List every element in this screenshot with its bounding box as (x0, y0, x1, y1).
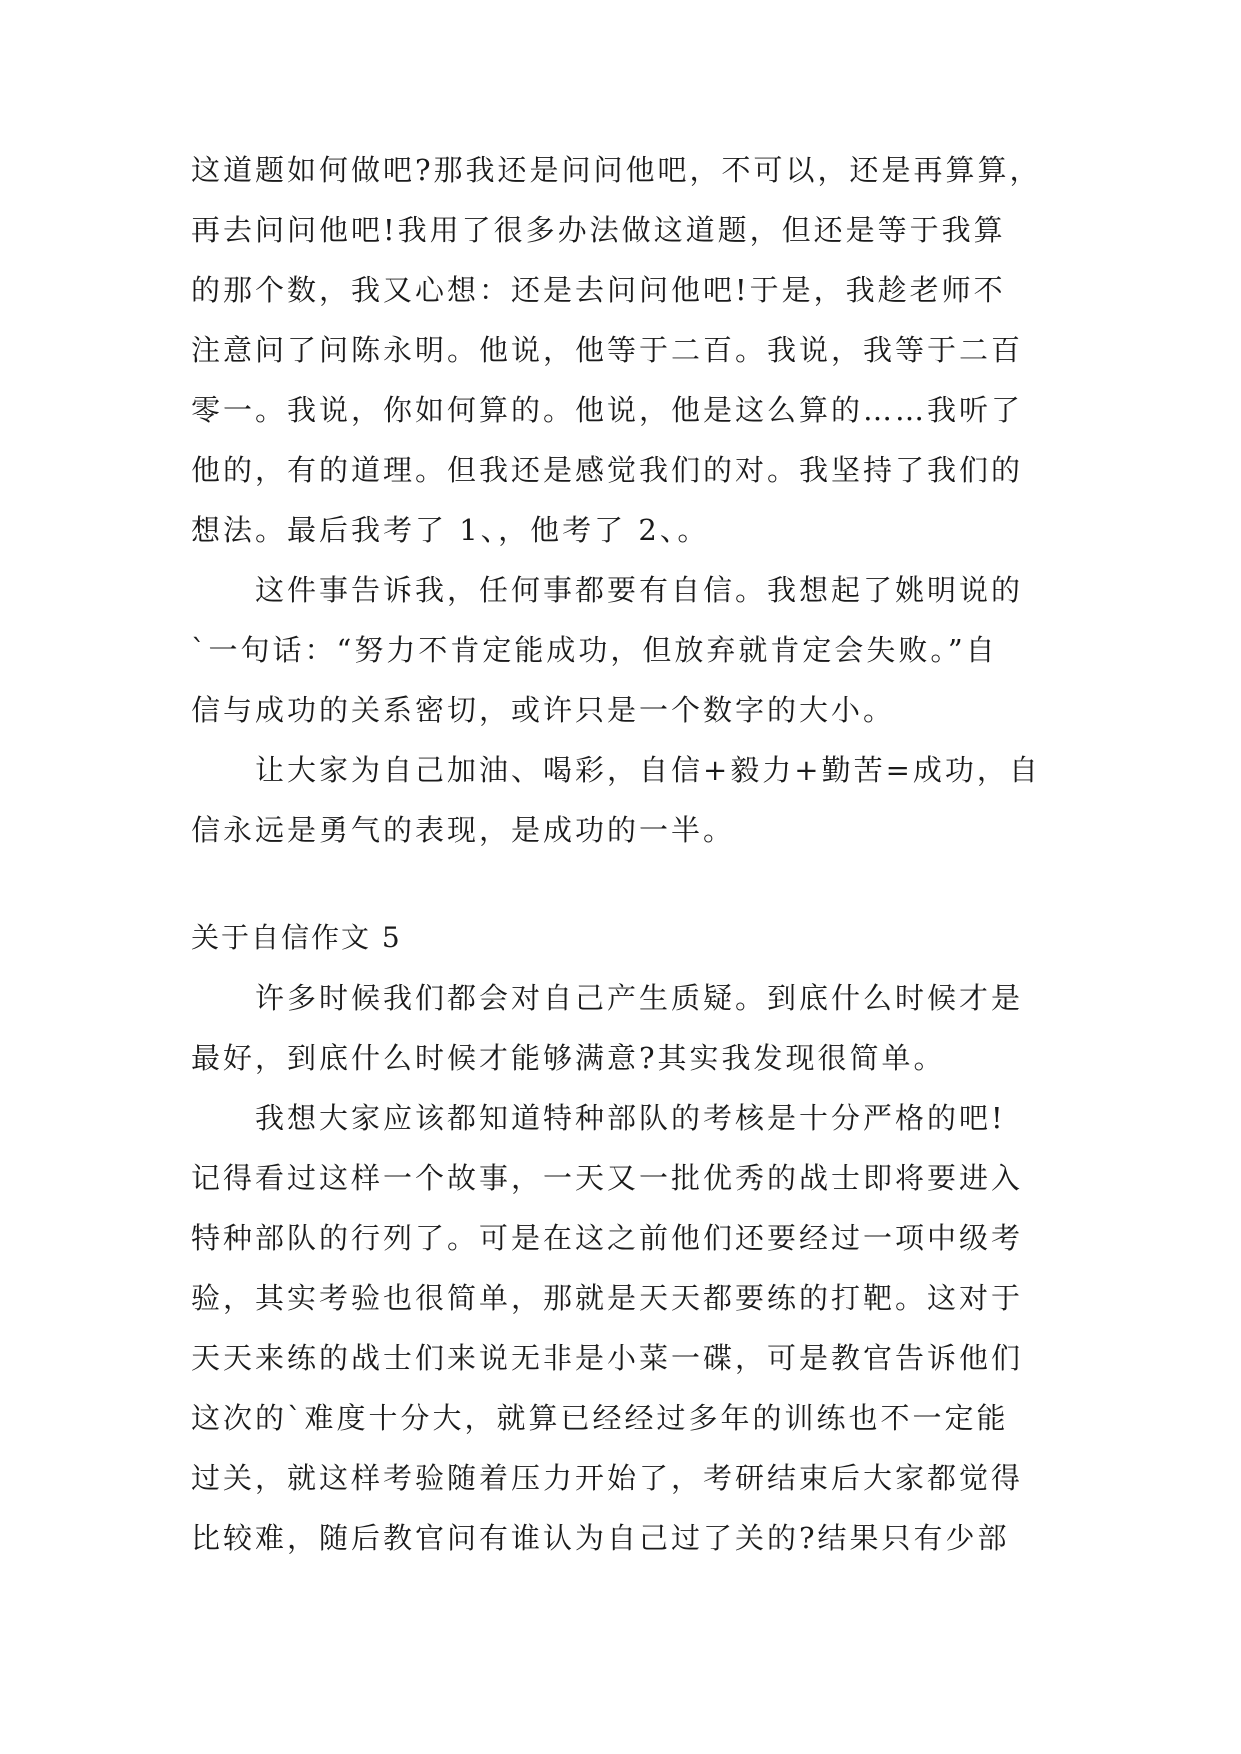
text-line: 许多时候我们都会对自己产生质疑。到底什么时候才是 (191, 981, 1024, 1015)
text-line: 想法。最后我考了 1、，他考了 2、。 (191, 513, 710, 547)
text-line: 最好，到底什么时候才能够满意?其实我发现很简单。 (191, 1041, 946, 1075)
paragraph-block-top (191, 140, 1051, 860)
text-line: 注意问了问陈永明。他说，他等于二百。我说，我等于二百 (191, 333, 1024, 367)
text-line: 特种部队的行列了。可是在这之前他们还要经过一项中级考 (191, 1221, 1024, 1255)
text-line: 验，其实考验也很简单，那就是天天都要练的打靶。这对于 (191, 1281, 1024, 1315)
paragraph-block-bottom (191, 968, 1051, 1568)
text-line: 这道题如何做吧?那我还是问问他吧，不可以，还是再算算， (191, 153, 1042, 187)
text-line: 过关，就这样考验随着压力开始了，考研结束后大家都觉得 (191, 1461, 1024, 1495)
text-line: 这次的`难度十分大，就算已经经过多年的训练也不一定能 (191, 1401, 1009, 1435)
text-line: 信与成功的关系密切，或许只是一个数字的大小。 (191, 693, 896, 727)
text-line: 天天来练的战士们来说无非是小菜一碟，可是教官告诉他们 (191, 1341, 1024, 1375)
text-line: 的那个数，我又心想：还是去问问他吧!于是，我趁老师不 (191, 273, 1006, 307)
text-line: 我想大家应该都知道特种部队的考核是十分严格的吧! (191, 1101, 1006, 1135)
text-line: 信永远是勇气的表现，是成功的一半。 (191, 813, 736, 847)
text-line: 再去问问他吧!我用了很多办法做这道题，但还是等于我算 (191, 213, 1006, 247)
text-line: 他的，有的道理。但我还是感觉我们的对。我坚持了我们的 (191, 453, 1024, 487)
text-line: 这件事告诉我，任何事都要有自信。我想起了姚明说的 (191, 573, 1024, 607)
text-line: 让大家为自己加油、喝彩，自信+毅力+勤苦=成功，自 (191, 753, 1041, 787)
text-line: 记得看过这样一个故事，一天又一批优秀的战士即将要进入 (191, 1161, 1024, 1195)
text-line: 零一。我说，你如何算的。他说，他是这么算的……我听了 (191, 393, 1024, 427)
text-line: `一句话：“努力不肯定能成功，但放弃就肯定会失败。”自 (191, 633, 998, 667)
text-line: 比较难，随后教官问有谁认为自己过了关的?结果只有少部 (191, 1521, 1010, 1555)
section-heading: 关于自信作文 5 (191, 921, 402, 954)
